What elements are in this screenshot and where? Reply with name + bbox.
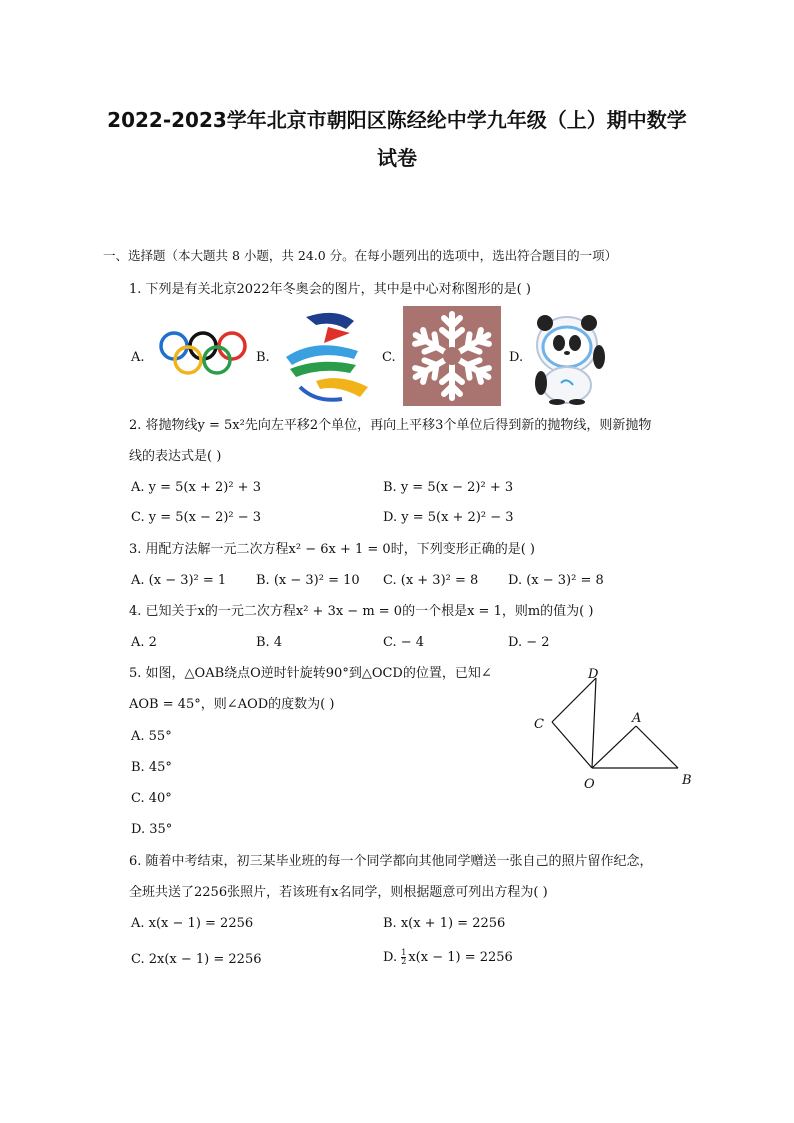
point-label-b: B: [682, 773, 692, 788]
q6-option-d-expression: x(x − 1) = 2256: [408, 950, 513, 965]
q4-option-d: D. − 2: [508, 635, 550, 650]
page-title-line2: 试卷: [377, 146, 417, 170]
q2-option-a: A. y = 5(x + 2)² + 3: [131, 480, 261, 495]
bing-dwen-dwen-mascot-image: [525, 305, 609, 405]
q1-option-d-label: D.: [509, 350, 524, 365]
q3-option-a: A. (x − 3)² = 1: [131, 573, 227, 588]
q2-option-d: D. y = 5(x + 2)² − 3: [383, 510, 514, 525]
segment-od: [592, 678, 596, 768]
q3-option-d: D. (x − 3)² = 8: [508, 573, 604, 588]
rotation-geometry-figure: [526, 662, 706, 794]
question-6-line1: 6. 随着中考结束，初三某毕业班的每一个同学都向其他同学赠送一张自己的照片留作纪念，: [129, 854, 653, 869]
section-heading: 一、选择题（本大题共 8 小题，共 24.0 分。在每小题列出的选项中，选出符合题目的一项）: [103, 248, 618, 263]
q6-option-d: [383, 949, 513, 967]
q4-option-a: A. 2: [131, 635, 157, 650]
q6-option-a: A. x(x − 1) = 2256: [131, 916, 254, 931]
point-label-c: C: [534, 717, 544, 732]
q3-option-b: B. (x − 3)² = 10: [256, 573, 360, 588]
q5-option-a: A. 55°: [131, 729, 172, 744]
q6-option-c: C. 2x(x − 1) = 2256: [131, 952, 262, 967]
question-4: 4. 已知关于x的一元二次方程x² + 3x − m = 0的一个根是x = 1，则m的值为( ): [129, 604, 594, 619]
page-title-line1: 2022-2023学年北京市朝阳区陈经纶中学九年级（上）期中数学: [107, 108, 687, 132]
segment-oa: [592, 726, 636, 768]
point-label-a: A: [632, 711, 642, 726]
question-2-line2: 线的表达式是( ): [129, 449, 222, 464]
olympic-rings-image: [150, 328, 250, 376]
q5-option-b: B. 45°: [131, 760, 172, 775]
question-5-line1: 5. 如图，△OAB绕点O逆时针旋转90°到△OCD的位置，已知∠: [129, 666, 492, 681]
q1-option-c-label: C.: [382, 350, 396, 365]
q5-option-c: C. 40°: [131, 791, 172, 806]
segment-dc: [552, 678, 596, 722]
fraction-numerator: 1: [401, 948, 407, 957]
q2-option-b: B. y = 5(x − 2)² + 3: [383, 480, 514, 495]
question-5-line2: AOB = 45°，则∠AOD的度数为( ): [129, 697, 335, 712]
question-1: 1. 下列是有关北京2022年冬奥会的图片，其中是中心对称图形的是( ): [129, 282, 531, 297]
q1-option-a-label: A.: [131, 350, 145, 365]
q3-option-c: C. (x + 3)² = 8: [383, 573, 479, 588]
question-2-line1: 2. 将抛物线y = 5x²先向左平移2个单位，再向上平移3个单位后得到新的抛物线，则新抛物: [129, 418, 652, 433]
winter-olympics-emblem-image: [276, 307, 374, 405]
point-label-d: D: [588, 667, 599, 682]
segment-co: [552, 722, 592, 768]
q6-option-b: B. x(x + 1) = 2256: [383, 916, 506, 931]
q5-option-d: D. 35°: [131, 822, 173, 837]
question-6-line2: 全班共送了2256张照片，若该班有x名同学，则根据题意可列出方程为( ): [129, 885, 548, 900]
one-half-fraction: [401, 949, 406, 966]
question-3: 3. 用配方法解一元二次方程x² − 6x + 1 = 0时，下列变形正确的是( ): [129, 542, 535, 557]
q2-option-c: C. y = 5(x − 2)² − 3: [131, 510, 262, 525]
q1-option-b-label: B.: [256, 350, 270, 365]
fraction-denominator: 2: [401, 957, 407, 966]
segment-ab: [636, 726, 678, 768]
q6-option-d-label: D.: [383, 950, 398, 965]
point-label-o: O: [584, 777, 595, 792]
q4-option-c: C. − 4: [383, 635, 425, 650]
snowflake-papercut-image: [403, 306, 501, 406]
q4-option-b: B. 4: [256, 635, 283, 650]
